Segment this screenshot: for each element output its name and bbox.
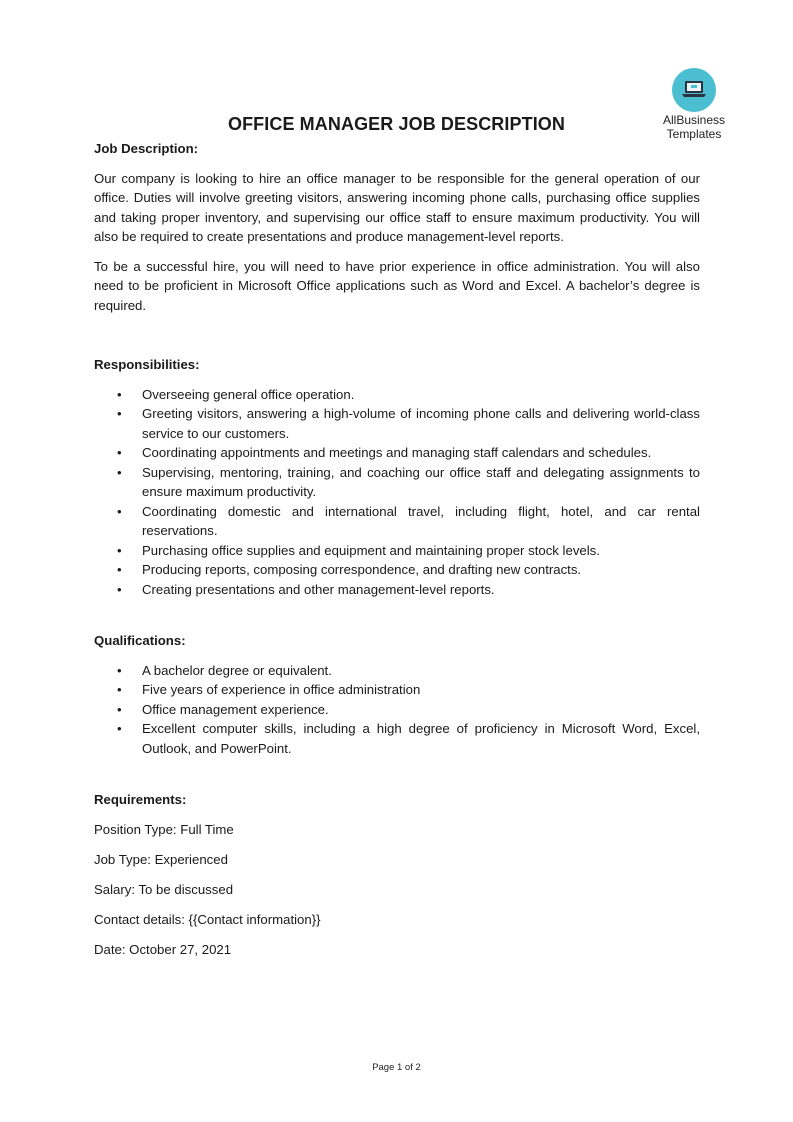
job-description-paragraph-1: Our company is looking to hire an office manager to be responsible for the general operation of our office. Duties will involve greeting visitors, answering incoming phone calls, purchasing office supplies and taking proper inventory, and supervising our office staff to ensure maximum productivity. You will also be required to create presentations and produce management-level reports. [94, 170, 700, 244]
bullet-icon: • [117, 445, 122, 460]
list-item: • Purchasing office supplies and equipment and maintaining proper stock levels. [94, 541, 700, 561]
bullet-icon: • [117, 386, 122, 402]
logo-line-1: AllBusiness [662, 113, 726, 127]
document-body [94, 139, 700, 960]
qualifications-heading: Qualifications: [94, 633, 186, 648]
requirements-heading: Requirements: [94, 792, 187, 807]
list-item: • Coordinating domestic and international travel, including flight, hotel, and car rental reservations. [117, 503, 700, 538]
position-type: Position Type: Full Time [94, 822, 234, 837]
bullet-icon: • [117, 581, 122, 597]
list-item: • Creating presentations and other management-level reports. [94, 580, 700, 600]
bullet-icon: • [117, 721, 122, 736]
list-item: • Office management experience. [94, 700, 700, 720]
page-title: OFFICE MANAGER JOB DESCRIPTION [227, 114, 566, 134]
list-item: • Supervising, mentoring, training, and coaching our office staff and delegating assignments to ensure maximum productivity. [117, 464, 700, 499]
responsibilities-heading: Responsibilities: [94, 357, 200, 372]
list-item: • Five years of experience in office administration [94, 680, 700, 700]
list-item: • Producing reports, composing correspondence, and drafting new contracts. [94, 560, 700, 580]
list-item: • Overseeing general office operation. [94, 385, 700, 405]
bullet-icon: • [117, 701, 122, 717]
list-item: • Coordinating appointments and meetings and managing staff calendars and schedules. [94, 443, 700, 463]
qualifications-list [94, 661, 700, 759]
page-number: Page 1 of 2 [372, 1062, 421, 1073]
bullet-icon: • [117, 503, 122, 519]
bullet-icon: • [117, 406, 122, 421]
salary: Salary: To be discussed [94, 882, 234, 897]
list-item: • Excellent computer skills, including a high degree of proficiency in Microsoft Word, Excel, Outlook, and PowerPoint. [117, 721, 700, 756]
bullet-icon: • [117, 562, 122, 577]
list-item: • Greeting visitors, answering a high-volume of incoming phone calls and delivering world-class service to our customers. [117, 406, 700, 441]
bullet-icon: • [117, 682, 122, 697]
logo-line-2: Templates [666, 127, 722, 141]
laptop-icon [672, 68, 716, 112]
responsibilities-list [94, 385, 700, 600]
bullet-icon: • [117, 542, 122, 558]
job-description-heading: Job Description: [94, 141, 199, 156]
list-item: • A bachelor degree or equivalent. [94, 661, 700, 681]
bullet-icon: • [117, 464, 122, 480]
date: Date: October 27, 2021 [94, 942, 232, 957]
job-description-paragraph-2: To be a successful hire, you will need to have prior experience in office administration. You will also need to be proficient in Microsoft Office applications such as Word and Excel. A bachelor’s degree is required. [94, 258, 700, 313]
contact-details: Contact details: {{Contact information}} [94, 912, 321, 927]
bullet-icon: • [117, 662, 122, 678]
job-type: Job Type: Experienced [94, 852, 228, 867]
